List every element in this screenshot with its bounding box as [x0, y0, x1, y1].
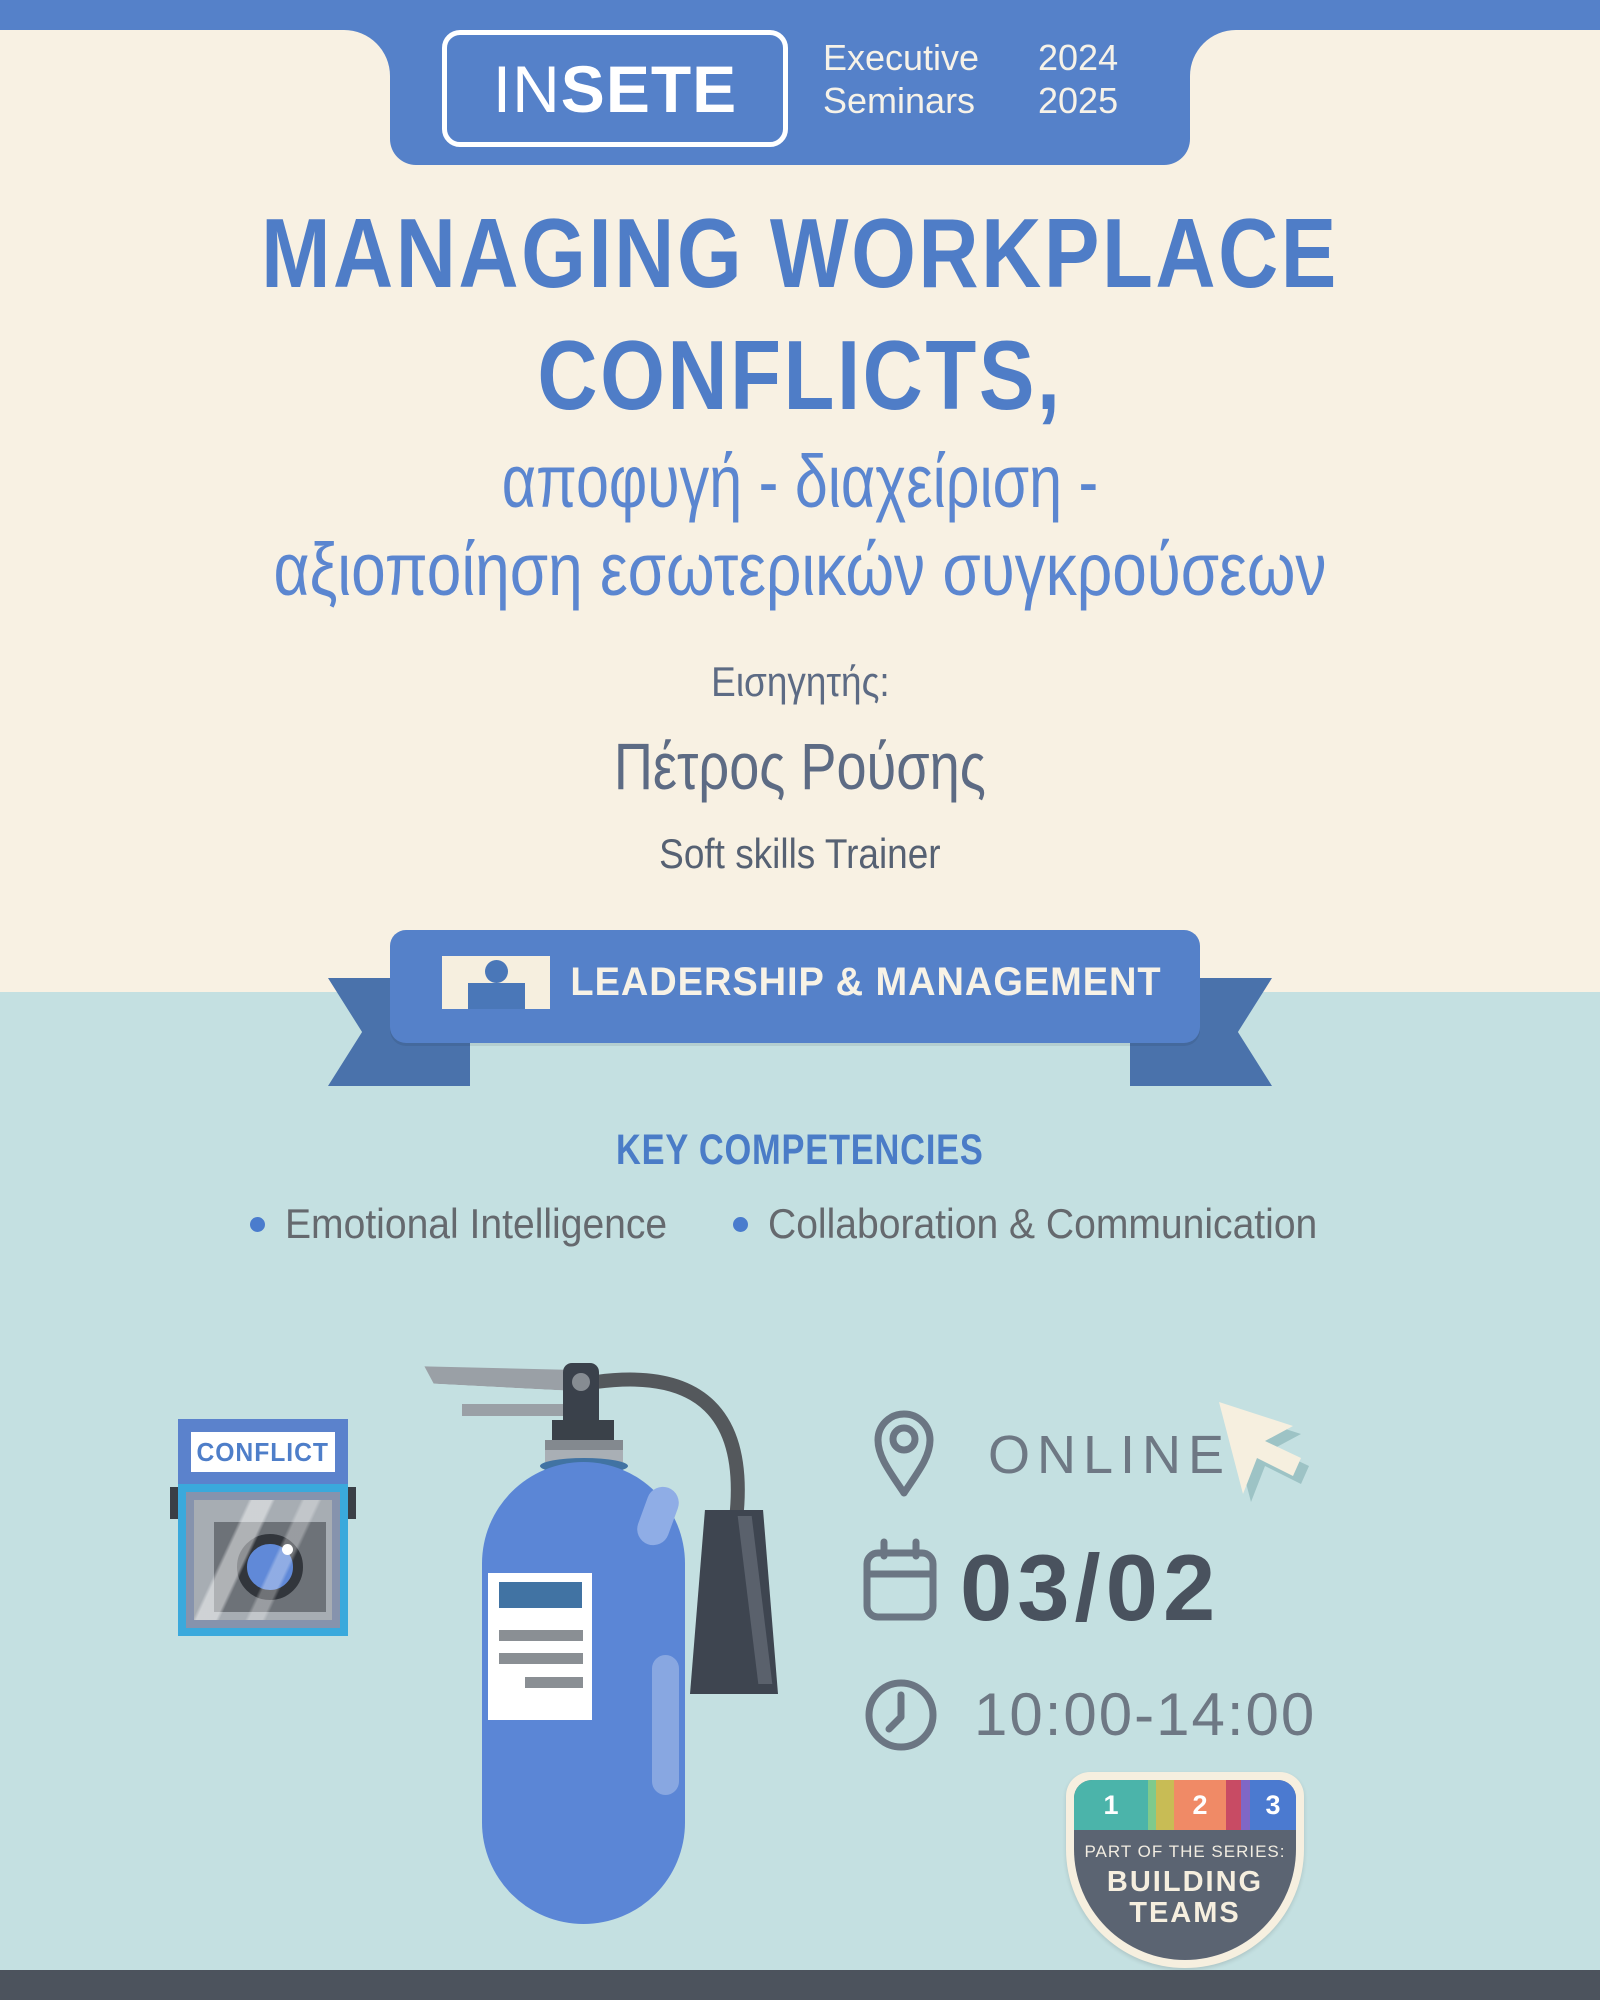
- calendar-icon: [858, 1538, 942, 1626]
- series-badge-inner: [1074, 1780, 1296, 1960]
- alarm-header: [178, 1419, 348, 1484]
- extinguisher-label: [488, 1573, 592, 1720]
- map-pin-icon: [868, 1408, 940, 1498]
- insete-header-badge: [390, 0, 1190, 165]
- program-line2: Seminars: [823, 80, 976, 121]
- label-header-band: [499, 1582, 582, 1608]
- alarm-glass-panel: [178, 1484, 348, 1636]
- page-title: [0, 192, 1600, 436]
- series-number-band: [1074, 1780, 1296, 1830]
- category-banner: [390, 930, 1200, 1043]
- break-glass-conflict-icon: [178, 1419, 348, 1636]
- competency-label: Collaboration & Communication: [768, 1200, 1318, 1247]
- series-caption: PART OF THE SERIES:: [1084, 1842, 1286, 1861]
- series-title-line1: BUILDING: [1106, 1866, 1264, 1898]
- label-text-line: [499, 1630, 583, 1641]
- series-segment-divider: [1241, 1780, 1250, 1830]
- bullet-dot: [250, 1217, 265, 1232]
- person-head-shape: [485, 960, 508, 983]
- alarm-label-plate: [191, 1432, 335, 1472]
- speaker-role: Soft skills Trainer: [659, 830, 941, 877]
- footer-bar: [0, 1970, 1600, 2000]
- label-text-line: [499, 1653, 583, 1664]
- header-shoulder-right: [1190, 30, 1600, 170]
- speaker-name: Πέτρος Ρούσης: [614, 729, 986, 803]
- program-years: [1038, 36, 1118, 122]
- label-text-line: [525, 1677, 583, 1688]
- clock-icon: [862, 1676, 940, 1754]
- alarm-label-text: CONFLICT: [196, 1436, 330, 1467]
- extinguisher-handle: [563, 1363, 599, 1428]
- competency-item: [250, 1200, 696, 1248]
- series-segment-divider: [1148, 1780, 1156, 1830]
- logo-text-in: IN: [492, 51, 561, 126]
- handle-pin: [572, 1373, 590, 1391]
- subtitle-line1: αποφυγή - διαχείριση -: [501, 440, 1099, 523]
- series-segment-divider: [1226, 1780, 1241, 1830]
- glass-shine: [194, 1500, 332, 1620]
- fire-extinguisher-icon: [400, 1330, 820, 1930]
- series-segment-3: 3: [1250, 1780, 1296, 1830]
- year-line1: 2024: [1038, 37, 1119, 78]
- time-value: 10:00-14:00: [974, 1681, 1317, 1748]
- person-at-desk-icon: [442, 956, 550, 1009]
- program-name: [823, 36, 979, 122]
- series-segment-divider: [1156, 1780, 1174, 1830]
- series-segment-1: 1: [1074, 1780, 1148, 1830]
- series-title-line2: TEAMS: [1129, 1897, 1241, 1929]
- bullet-dot: [733, 1217, 748, 1232]
- key-competencies-heading: KEY COMPETENCIES: [616, 1126, 984, 1174]
- alarm-inner-pane: [194, 1500, 332, 1620]
- logo-text-sete: SETE: [560, 51, 738, 126]
- cursor-arrow-icon: [1205, 1396, 1321, 1518]
- series-segment-2: 2: [1174, 1780, 1226, 1830]
- speaker-label: Εισηγητής:: [710, 658, 890, 705]
- subtitle-greek: [0, 438, 1600, 614]
- insete-logo: [442, 30, 788, 147]
- date-value: 03/02: [960, 1535, 1221, 1640]
- header-shoulder-left: [0, 30, 390, 170]
- extinguisher-valve-cap: [552, 1420, 614, 1442]
- year-line2: 2025: [1038, 80, 1119, 121]
- competency-item: [733, 1200, 1359, 1248]
- alarm-hinge-right: [347, 1487, 356, 1519]
- extinguisher-nozzle: [690, 1510, 778, 1694]
- category-banner-label: LEADERSHIP & MANAGEMENT: [570, 960, 1162, 1004]
- title-line1: MANAGING WORKPLACE: [261, 198, 1339, 308]
- extinguisher-lever-bottom: [462, 1404, 568, 1416]
- tank-highlight-side: [652, 1655, 679, 1795]
- subtitle-line2: αξιοποίηση εσωτερικών συγκρούσεων: [273, 528, 1327, 611]
- person-desk-shape: [468, 983, 525, 1009]
- location-value: ONLINE: [988, 1425, 1232, 1485]
- program-line1: Executive: [823, 37, 980, 78]
- competency-label: Emotional Intelligence: [285, 1200, 668, 1247]
- title-line2: CONFLICTS,: [537, 320, 1063, 430]
